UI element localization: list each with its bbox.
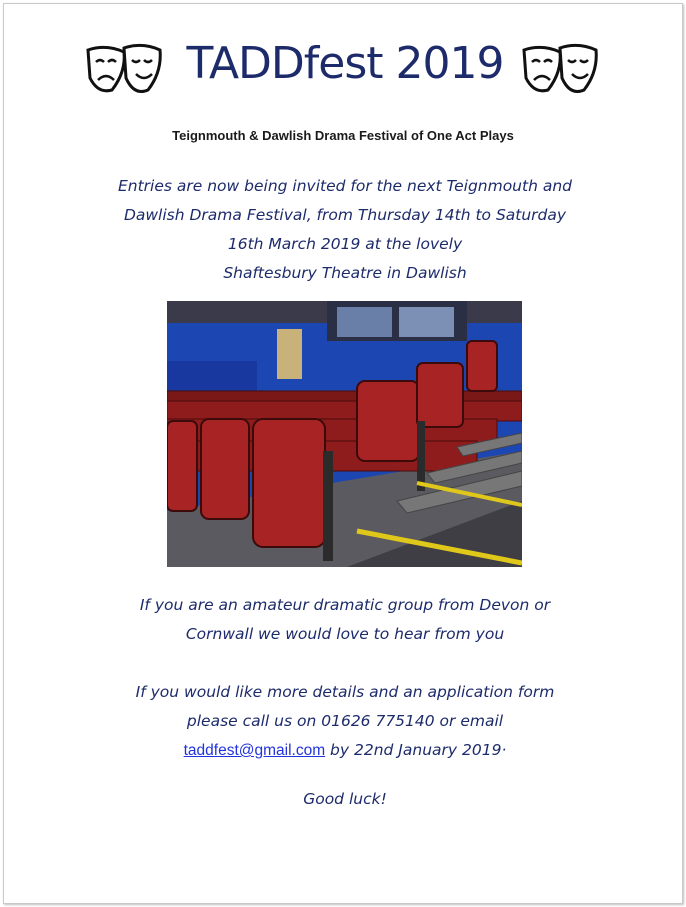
drama-mask-icon xyxy=(520,42,602,102)
details-line: please call us on 01626 775140 or email xyxy=(186,712,504,730)
signoff-text: Good luck! xyxy=(303,790,387,808)
deadline-text: by 22nd January 2019· xyxy=(325,741,507,759)
festival-title: TADDfest 2019 xyxy=(186,38,504,89)
intro-paragraph xyxy=(60,172,630,288)
intro-line: Dawlish Drama Festival, from Thursday 14th to Saturday xyxy=(123,206,567,224)
details-paragraph xyxy=(60,678,630,765)
email-link[interactable]: taddfest@gmail.com xyxy=(183,742,326,759)
email-line xyxy=(60,736,630,765)
theatre-seats-photo xyxy=(167,301,522,567)
invite-line: If you are an amateur dramatic group from Devon or xyxy=(139,596,551,614)
intro-line: 16th March 2019 at the lovely xyxy=(227,235,463,253)
intro-line: Shaftesbury Theatre in Dawlish xyxy=(223,264,467,282)
festival-subtitle: Teignmouth & Dawlish Drama Festival of One Act Plays xyxy=(172,128,514,143)
intro-line: Entries are now being invited for the next Teignmouth and xyxy=(117,177,572,195)
drama-mask-icon xyxy=(84,42,166,102)
invite-paragraph xyxy=(60,591,630,649)
poster-header xyxy=(0,36,686,106)
invite-line: Cornwall we would love to hear from you xyxy=(185,625,505,643)
details-line: If you would like more details and an application form xyxy=(135,683,555,701)
